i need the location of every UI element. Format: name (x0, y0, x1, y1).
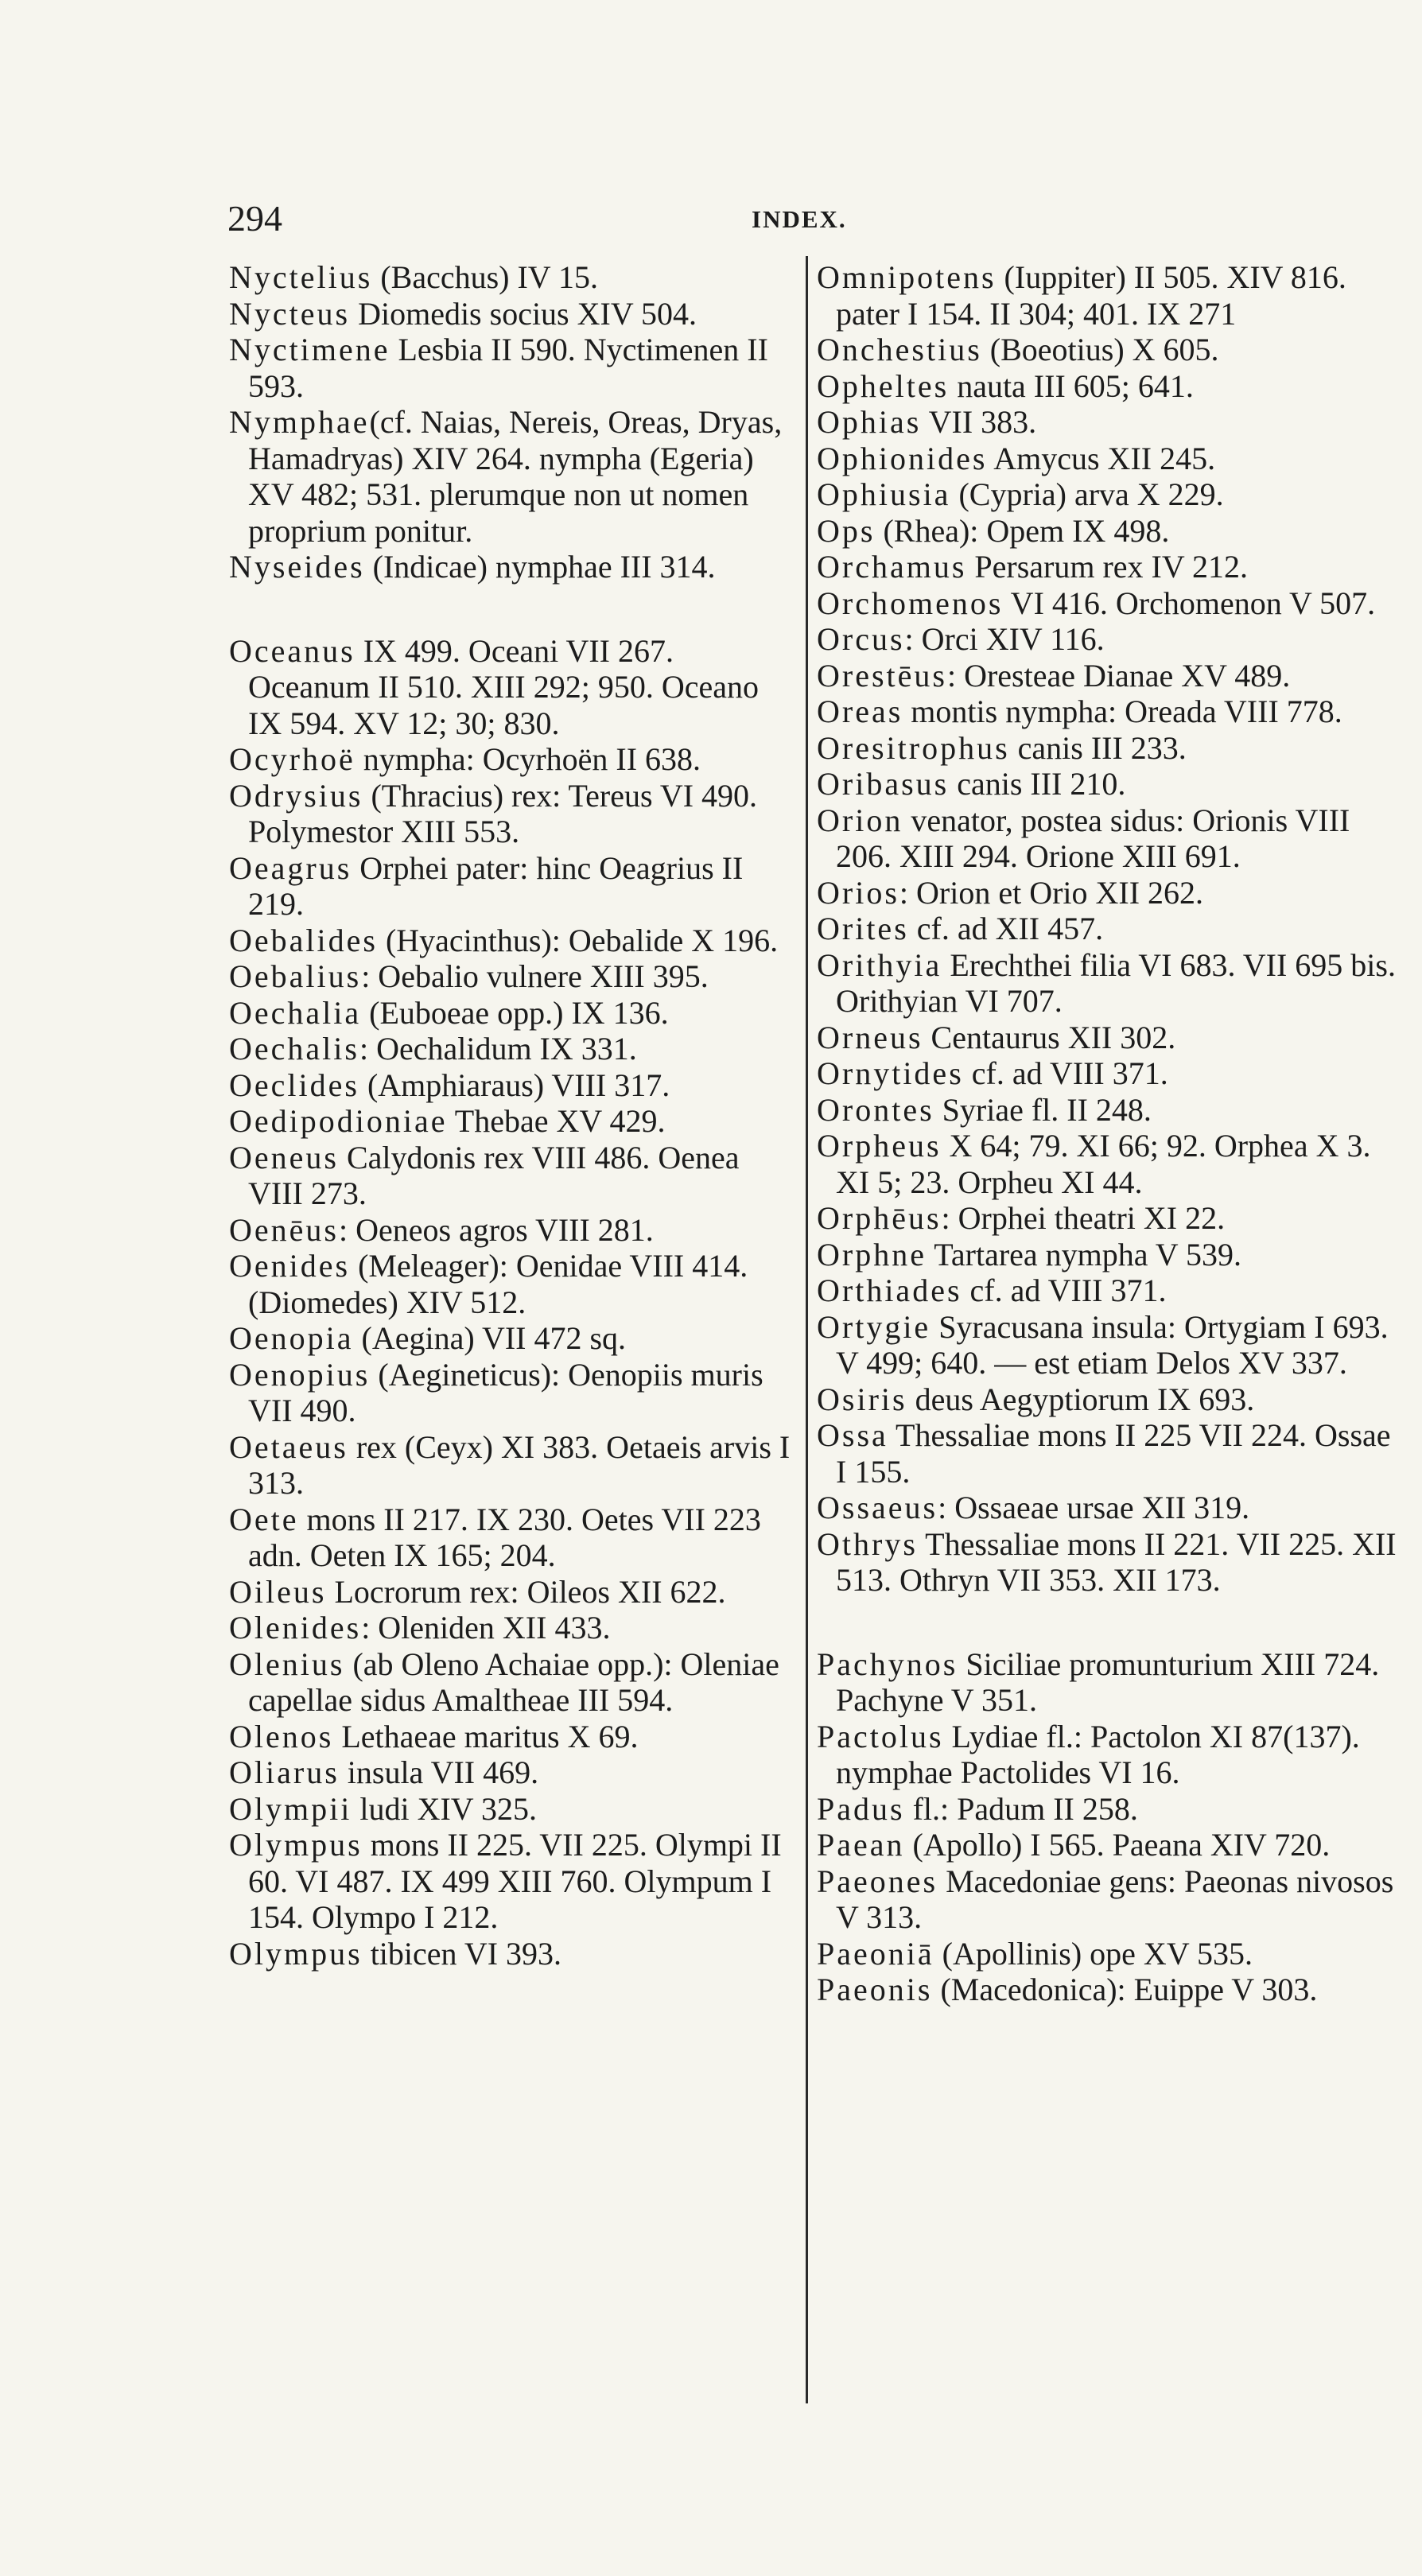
entry-headword: Ortygie (817, 1308, 931, 1345)
entry-text: Diomedis socius XIV 504. (350, 295, 697, 332)
index-entry (229, 1357, 798, 1429)
entry-headword: Oresitrophus (817, 729, 1010, 766)
entry-text: (Apollinis) ope XV 535. (934, 1935, 1253, 1972)
entry-text: : Oebalio vulnere XIII 395. (361, 958, 709, 994)
index-entry (817, 658, 1397, 694)
entry-headword: Ops (817, 512, 876, 549)
index-entry (229, 633, 798, 742)
index-entry (229, 1574, 798, 1610)
entry-text: ludi XIV 325. (352, 1790, 537, 1827)
index-entry (229, 850, 798, 923)
entry-text: (Iuppiter) II 505. XIV 816. pater I 154. II 304; 401. IX 271 (836, 259, 1346, 332)
entry-headword: Nyctimene (229, 332, 390, 367)
index-entry (817, 621, 1397, 658)
entry-text: (Cypria) arva X 229. (950, 476, 1224, 512)
entry-headword: Ophias (817, 404, 922, 440)
entry-headword: Omnipotens (817, 259, 997, 295)
entry-headword: Olenides (229, 1610, 362, 1645)
entry-text: insula VII 469. (339, 1754, 539, 1790)
index-entry (817, 911, 1397, 947)
index-entry (229, 1140, 798, 1212)
entry-text: (Macedonica): Euippe V 303. (932, 1972, 1318, 2007)
index-entry (229, 1791, 798, 1828)
section-gap (817, 1599, 1397, 1646)
entry-text: (Apollo) I 565. Paeana XIV 720. (904, 1827, 1331, 1863)
index-entry (229, 1429, 798, 1502)
entry-headword: Oeclides (229, 1067, 359, 1103)
entry-headword: Orcus (817, 621, 905, 657)
entry-text: : Ossaeae ursae XII 319. (938, 1490, 1250, 1525)
index-entry (229, 923, 798, 959)
entry-headword: Orneus (817, 1019, 923, 1055)
entry-headword: Orios (817, 874, 899, 911)
entry-headword: Orion (817, 802, 903, 838)
entry-headword: Oceanus (229, 632, 356, 669)
entry-headword: Odrysius (229, 777, 363, 814)
index-entry (817, 1719, 1397, 1791)
index-entry (817, 1972, 1397, 2008)
running-head: INDEX. (752, 205, 847, 233)
entry-headword: Olenos (229, 1718, 334, 1754)
index-entry (817, 1020, 1397, 1056)
entry-text: mons II 225. VII 225. Olympi II 60. VI 487. IX 499 XIII 760. Olympum I 154. Olympo I 212. (248, 1827, 782, 1935)
entry-text: Syracusana insula: Ortygiam I 693. V 499; 640. — est etiam Delos XV 337. (836, 1308, 1389, 1381)
entry-text: Thessaliae mons II 221. VII 225. XII 513. Othryn VII 353. XII 173. (836, 1525, 1397, 1598)
entry-headword: Ossa (817, 1417, 888, 1453)
index-entry (229, 259, 798, 296)
index-entry (229, 1212, 798, 1249)
entry-headword: Oileus (229, 1573, 327, 1610)
entry-headword: Oenopia (229, 1320, 354, 1356)
entry-headword: Oenopius (229, 1356, 371, 1393)
entry-text: (Boeotius) X 605. (981, 332, 1219, 367)
entry-text: tibicen VI 393. (362, 1935, 562, 1972)
entry-headword: Oenides (229, 1248, 351, 1284)
index-entry (817, 1237, 1397, 1273)
entry-text: Lydiae fl.: Pactolon XI 87(137). nymphae Pactolides VI 16. (836, 1718, 1360, 1790)
entry-text: (Bacchus) IV 15. (372, 259, 598, 295)
index-entry (817, 802, 1397, 875)
entry-text: montis nympha: Oreada VIII 778. (903, 694, 1342, 729)
entry-text: Lethaeae maritus X 69. (333, 1718, 639, 1754)
index-entry (817, 1128, 1397, 1200)
index-entry (817, 513, 1397, 550)
entry-headword: Nyctelius (229, 259, 373, 295)
entry-headword: Paeones (817, 1863, 938, 1899)
entry-text: (Amphiaraus) VIII 317. (359, 1067, 670, 1103)
entry-headword: Olenius (229, 1645, 345, 1682)
left-column (229, 259, 798, 1972)
entry-headword: Oeagrus (229, 849, 352, 886)
entry-headword: Oliarus (229, 1754, 340, 1790)
entry-text: canis III 210. (949, 766, 1126, 802)
entry-headword: Oebalides (229, 922, 378, 958)
entry-text: cf. ad VIII 371. (962, 1272, 1167, 1308)
section-gap (229, 585, 798, 633)
entry-text: Syriae fl. II 248. (934, 1091, 1152, 1128)
index-entry (817, 585, 1397, 622)
entry-text: IX 499. Oceani VII 267. Oceanum II 510. XIII 292; 950. Oceano IX 594. XV 12; 30; 830. (248, 632, 760, 741)
entry-headword: Orpheus (817, 1128, 942, 1164)
entry-headword: Oeneus (229, 1139, 339, 1175)
entry-text: Orphei pater: hinc Oeagrius II 219. (248, 849, 744, 922)
entry-text: Thessaliae mons II 225 VII 224. Ossae I 155. (836, 1417, 1391, 1490)
entry-headword: Oete (229, 1501, 299, 1537)
index-entry (817, 1381, 1397, 1418)
entry-headword: Oebalius (229, 958, 362, 994)
index-entry (229, 1320, 798, 1357)
index-entry (817, 1309, 1397, 1381)
entry-headword: Onchestius (817, 332, 982, 367)
entry-text: Amycus XII 245. (987, 440, 1216, 476)
index-entry (817, 1791, 1397, 1828)
index-entry (229, 741, 798, 778)
entry-headword: Paeoniā (817, 1935, 934, 1972)
entry-headword: Orphne (817, 1236, 927, 1272)
index-entry (817, 875, 1397, 911)
entry-headword: Osiris (817, 1381, 907, 1417)
entry-text: (Indicae) nymphae III 314. (364, 549, 716, 585)
index-entry (229, 1610, 798, 1646)
entry-headword: Nyseides (229, 549, 365, 585)
index-entry (817, 1055, 1397, 1092)
index-entry (817, 766, 1397, 802)
index-entry (229, 1719, 798, 1755)
entry-headword: Ossaeus (817, 1490, 938, 1525)
entry-text: : Oleniden XII 433. (361, 1610, 611, 1645)
entry-text: mons II 217. IX 230. Oetes VII 223 adn. Oeten IX 165; 204. (248, 1501, 761, 1573)
entry-text: (Aegineticus): Oenopiis muris VII 490. (248, 1356, 763, 1428)
entry-headword: Nymphae (229, 404, 370, 440)
entry-text: Lesbia II 590. Nyctimenen II 593. (248, 332, 768, 404)
entry-text: (Thracius) rex: Tereus VI 490. Polymestor XIII 553. (248, 777, 758, 849)
entry-headword: Orithyia (817, 946, 942, 983)
entry-headword: Oenēus (229, 1211, 339, 1248)
entry-text: (Aegina) VII 472 sq. (353, 1320, 627, 1356)
entry-text: nauta III 605; 641. (949, 367, 1194, 404)
entry-headword: Paeonis (817, 1972, 933, 2007)
entry-headword: Opheltes (817, 367, 950, 404)
entry-text: VI 416. Orchomenon V 507. (1003, 585, 1376, 621)
index-entry (229, 332, 798, 404)
entry-headword: Orchomenos (817, 585, 1004, 621)
entry-headword: Oechalia (229, 994, 362, 1031)
entry-text: (ab Oleno Achaiae opp.): Oleniae capellae sidus Amaltheae III 594. (248, 1645, 779, 1718)
right-column (817, 259, 1397, 2008)
index-entry (229, 1502, 798, 1574)
index-entry (229, 1067, 798, 1104)
index-entry (229, 549, 798, 585)
entry-headword: Padus (817, 1790, 905, 1827)
index-entry (229, 1754, 798, 1791)
entry-text: : Oeneos agros VIII 281. (338, 1211, 654, 1248)
entry-text: Centaurus XII 302. (923, 1019, 1176, 1055)
entry-headword: Olympii (229, 1790, 352, 1827)
entry-text: cf. ad VIII 371. (963, 1055, 1168, 1091)
entry-headword: Orphēus (817, 1200, 942, 1236)
index-entry (817, 1417, 1397, 1490)
index-entry (817, 441, 1397, 477)
entry-headword: Ophiusia (817, 476, 951, 512)
index-entry (817, 476, 1397, 513)
entry-headword: Pactolus (817, 1718, 944, 1754)
index-entry (229, 1031, 798, 1067)
index-entry (817, 1646, 1397, 1719)
index-entry (229, 296, 798, 332)
entry-headword: Olympus (229, 1935, 363, 1972)
entry-text: Erechthei filia VI 683. VII 695 bis. Orithyian VI 707. (836, 946, 1396, 1019)
entry-text: Tartarea nympha V 539. (926, 1236, 1241, 1272)
index-entry (817, 947, 1397, 1020)
index-entry (817, 1936, 1397, 1972)
entry-text: canis III 233. (1009, 729, 1187, 766)
entry-headword: Oetaeus (229, 1428, 348, 1465)
entry-text: (Rhea): Opem IX 498. (875, 512, 1170, 549)
entry-text: deus Aegyptiorum IX 693. (907, 1381, 1255, 1417)
index-entry (229, 1103, 798, 1140)
index-entry (817, 368, 1397, 405)
index-entry (817, 332, 1397, 368)
index-entry (229, 1248, 798, 1320)
index-entry (817, 259, 1397, 332)
index-entry (817, 1863, 1397, 1936)
index-entry (229, 1827, 798, 1936)
entry-text: : Orci XIV 116. (904, 621, 1105, 657)
index-entry (817, 1092, 1397, 1129)
entry-text: Locrorum rex: Oileos XII 622. (326, 1573, 726, 1610)
entry-headword: Orites (817, 911, 909, 946)
entry-text: (Hyacinthus): Oebalide X 196. (377, 922, 779, 958)
page-number: 294 (227, 198, 282, 239)
entry-headword: Oedipodioniae (229, 1103, 448, 1139)
entry-text: fl.: Padum II 258. (904, 1790, 1138, 1827)
entry-text: : Orphei theatri XI 22. (941, 1200, 1226, 1236)
index-entry (817, 1490, 1397, 1526)
index-entry (817, 1272, 1397, 1309)
entry-headword: Ocyrhoë (229, 741, 356, 777)
entry-text: (Euboeae opp.) IX 136. (361, 994, 669, 1031)
entry-headword: Oreas (817, 694, 903, 729)
column-divider (806, 256, 808, 2403)
entry-headword: Ophionides (817, 440, 988, 476)
entry-text: Thebae XV 429. (447, 1103, 666, 1139)
entry-headword: Oechalis (229, 1031, 359, 1067)
entry-text: : Oresteae Dianae XV 489. (946, 657, 1291, 694)
entry-text: VII 383. (921, 404, 1037, 440)
entry-headword: Oribasus (817, 766, 950, 802)
index-entry (229, 778, 798, 850)
entry-headword: Ornytides (817, 1055, 964, 1091)
index-entry (817, 730, 1397, 767)
entry-text: venator, postea sidus: Orionis VIII 206. XIII 294. Orione XIII 691. (836, 802, 1350, 874)
entry-text: cf. ad XII 457. (908, 911, 1104, 946)
entry-text: (Meleager): Oenidae VIII 414. (Diomedes) XIV 512. (248, 1248, 748, 1320)
entry-text: Persarum rex IV 212. (966, 549, 1249, 585)
entry-text: Calydonis rex VIII 486. Oenea VIII 273. (248, 1139, 740, 1211)
index-entry (817, 549, 1397, 585)
entry-headword: Olympus (229, 1827, 363, 1863)
index-entry (229, 1936, 798, 1972)
entry-text: : Orion et Orio XII 262. (899, 874, 1204, 911)
index-entry (229, 995, 798, 1032)
entry-headword: Orestēus (817, 657, 947, 694)
entry-headword: Othrys (817, 1525, 918, 1562)
entry-headword: Orchamus (817, 549, 967, 585)
index-entry (817, 1200, 1397, 1237)
index-entry (229, 958, 798, 995)
entry-headword: Pachynos (817, 1645, 958, 1682)
entry-headword: Nycteus (229, 295, 351, 332)
entry-headword: Paean (817, 1827, 905, 1863)
index-entry (817, 694, 1397, 730)
entry-text: Macedoniae gens: Paeonas nivosos V 313. (836, 1863, 1394, 1935)
entry-text: nympha: Ocyrhoën II 638. (355, 741, 701, 777)
entry-headword: Orontes (817, 1091, 934, 1128)
index-entry (817, 1827, 1397, 1863)
index-entry (817, 404, 1397, 441)
entry-text: rex (Ceyx) XI 383. Oetaeis arvis I 313. (248, 1428, 791, 1501)
entry-text: (cf. Naias, Nereis, Oreas, Dryas, Hamadryas) XIV 264. nympha (Egeria) XV 482; 531. plerumque non ut nomen proprium ponitur. (248, 404, 783, 549)
index-entry (229, 1646, 798, 1719)
index-entry (817, 1526, 1397, 1599)
entry-headword: Orthiades (817, 1272, 962, 1308)
entry-text: Siciliae promunturium XIII 724. Pachyne V 351. (836, 1645, 1380, 1718)
entry-text: : Oechalidum IX 331. (359, 1031, 637, 1067)
index-entry (229, 404, 798, 549)
entry-text: X 64; 79. XI 66; 92. Orphea X 3. XI 5; 23. Orpheu XI 44. (836, 1128, 1371, 1200)
